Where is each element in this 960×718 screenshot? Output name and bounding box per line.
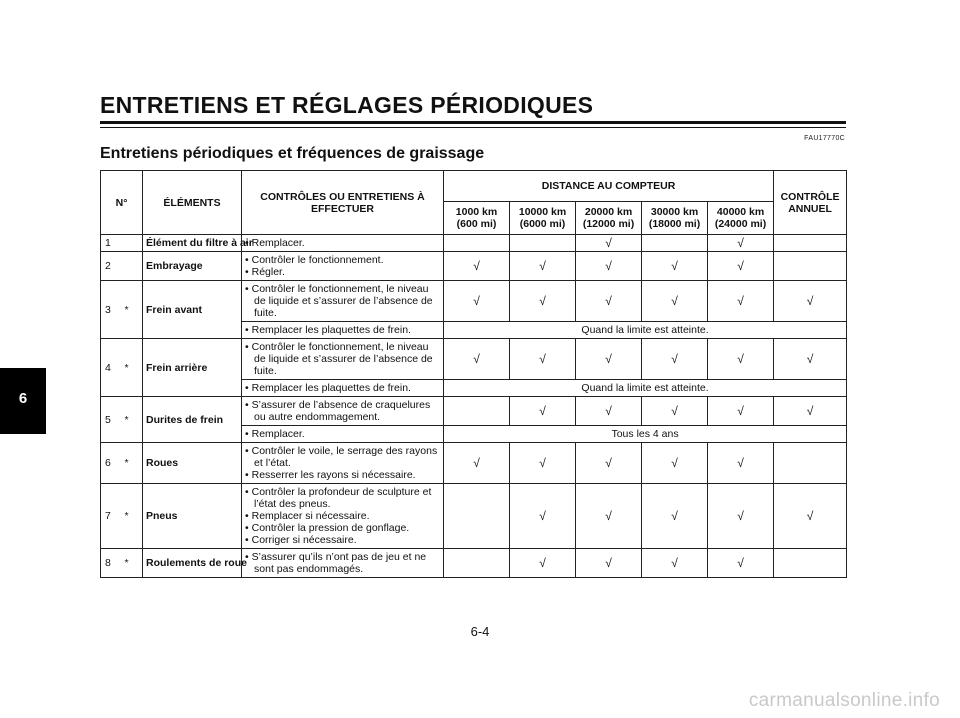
action-line: • Resserrer les rayons si nécessaire. — [245, 469, 416, 481]
action-line: • Contrôler le fonctionnement, le niveau de liquide et s’assurer de l’absence de fuite. — [245, 341, 433, 377]
table-row — [101, 443, 847, 484]
header-rule-thick — [100, 121, 846, 124]
row-actions — [242, 252, 444, 281]
check-mark: √ — [576, 443, 642, 484]
check-mark: √ — [642, 339, 708, 380]
header-km-5: 40000 km (24000 mi) — [708, 202, 774, 235]
row-number: 6 — [101, 443, 125, 484]
check-mark: √ — [510, 397, 576, 426]
check-mark: √ — [576, 281, 642, 322]
table-row — [101, 397, 847, 426]
row-actions — [242, 549, 444, 578]
check-mark: √ — [576, 484, 642, 549]
watermark: carmanualsonline.info — [748, 690, 940, 711]
action-line: • Remplacer les plaquettes de frein. — [245, 324, 411, 336]
action-line: • Remplacer les plaquettes de frein. — [245, 382, 411, 394]
row-item: Frein avant — [143, 281, 242, 339]
row-item: Roues — [143, 443, 242, 484]
header-km-3: 20000 km (12000 mi) — [576, 202, 642, 235]
check-mark: √ — [774, 397, 847, 426]
row-actions — [242, 484, 444, 549]
check-mark: √ — [774, 339, 847, 380]
action-line: • Corriger si nécessaire. — [245, 534, 357, 546]
row-item: Élément du filtre à air — [143, 235, 242, 252]
check-mark: √ — [576, 397, 642, 426]
action-line: • Contrôler le fonctionnement. — [245, 254, 384, 266]
row-number: 2 — [101, 252, 125, 281]
check-mark: √ — [642, 281, 708, 322]
row-actions — [242, 281, 444, 322]
table-row — [101, 235, 847, 252]
check-mark: √ — [444, 252, 510, 281]
header-rule-thin — [100, 127, 846, 128]
table-row — [101, 549, 847, 578]
row-star — [125, 252, 143, 281]
header-km-1: 1000 km (600 mi) — [444, 202, 510, 235]
table-body — [101, 235, 847, 578]
check-mark: √ — [708, 252, 774, 281]
check-mark: √ — [774, 281, 847, 322]
check-mark — [444, 397, 510, 426]
row-item: Embrayage — [143, 252, 242, 281]
row-star: * — [125, 484, 143, 549]
check-mark — [444, 549, 510, 578]
check-mark: √ — [708, 235, 774, 252]
row-star — [125, 235, 143, 252]
row-note: Quand la limite est atteinte. — [444, 380, 847, 397]
header-km-2: 10000 km (6000 mi) — [510, 202, 576, 235]
header-actions: CONTRÔLES OU ENTRETIENS À EFFECTUER — [242, 171, 444, 235]
header-km-4: 30000 km (18000 mi) — [642, 202, 708, 235]
check-mark — [444, 235, 510, 252]
check-mark: √ — [444, 339, 510, 380]
check-mark: √ — [708, 443, 774, 484]
action-line: • Contrôler le fonctionnement, le niveau de liquide et s’assurer de l’absence de fuite. — [245, 283, 433, 319]
section-title: Entretiens périodiques et fréquences de graissage — [100, 145, 485, 162]
row-sub-actions — [242, 322, 444, 339]
chapter-tab-number: 6 — [18, 390, 28, 407]
check-mark: √ — [708, 339, 774, 380]
check-mark: √ — [642, 549, 708, 578]
header-distance: DISTANCE AU COMPTEUR — [444, 171, 774, 202]
check-mark: √ — [708, 397, 774, 426]
check-mark: √ — [444, 281, 510, 322]
check-mark: √ — [642, 443, 708, 484]
page-number: 6-4 — [470, 624, 490, 639]
check-mark: √ — [708, 281, 774, 322]
row-star: * — [125, 549, 143, 578]
check-mark: √ — [576, 549, 642, 578]
row-item: Roulements de roue — [143, 549, 242, 578]
check-mark: √ — [510, 484, 576, 549]
row-actions — [242, 443, 444, 484]
row-item: Frein arrière — [143, 339, 242, 397]
check-mark: √ — [708, 484, 774, 549]
row-star: * — [125, 443, 143, 484]
row-actions — [242, 235, 444, 252]
header-annual: CONTRÔLE ANNUEL — [774, 171, 847, 235]
action-line: • S’assurer qu’ils n’ont pas de jeu et ne sont pas endommagés. — [245, 551, 427, 575]
check-mark: √ — [642, 397, 708, 426]
row-sub-actions — [242, 426, 444, 443]
action-line: • Régler. — [245, 266, 285, 278]
table-row — [101, 484, 847, 549]
check-mark: √ — [510, 339, 576, 380]
header-no: N° — [101, 171, 143, 235]
header-items: ÉLÉMENTS — [143, 171, 242, 235]
maintenance-table — [100, 170, 847, 578]
action-line: • Contrôler le voile, le serrage des rayons et l’état. — [245, 445, 438, 469]
row-number: 5 — [101, 397, 125, 443]
check-mark: √ — [510, 443, 576, 484]
check-mark — [510, 235, 576, 252]
check-mark: √ — [642, 252, 708, 281]
row-number: 7 — [101, 484, 125, 549]
action-line: • Contrôler la pression de gonflage. — [245, 522, 410, 534]
row-item: Pneus — [143, 484, 242, 549]
row-actions — [242, 397, 444, 426]
action-line: • Remplacer si nécessaire. — [245, 510, 370, 522]
check-mark: √ — [444, 443, 510, 484]
check-mark — [774, 549, 847, 578]
check-mark: √ — [576, 235, 642, 252]
check-mark — [444, 484, 510, 549]
row-note: Tous les 4 ans — [444, 426, 847, 443]
chapter-tab[interactable] — [0, 368, 46, 434]
check-mark: √ — [510, 252, 576, 281]
row-star: * — [125, 339, 143, 397]
table-row — [101, 252, 847, 281]
page-header-title: ENTRETIENS ET RÉGLAGES PÉRIODIQUES — [100, 92, 594, 118]
row-number: 1 — [101, 235, 125, 252]
table-row — [101, 281, 847, 322]
action-line: • S’assurer de l’absence de craquelures ou autre endommagement. — [245, 399, 431, 423]
action-line: • Contrôler la profondeur de sculpture et l’état des pneus. — [245, 486, 432, 510]
row-number: 8 — [101, 549, 125, 578]
row-sub-actions — [242, 380, 444, 397]
check-mark — [774, 235, 847, 252]
row-actions — [242, 339, 444, 380]
check-mark: √ — [708, 549, 774, 578]
row-number: 4 — [101, 339, 125, 397]
table-row — [101, 339, 847, 380]
check-mark: √ — [510, 549, 576, 578]
row-star: * — [125, 281, 143, 339]
check-mark — [774, 252, 847, 281]
check-mark — [774, 443, 847, 484]
check-mark — [642, 235, 708, 252]
check-mark: √ — [642, 484, 708, 549]
maintenance-table-container — [100, 170, 846, 578]
row-note: Quand la limite est atteinte. — [444, 322, 847, 339]
row-number: 3 — [101, 281, 125, 339]
check-mark: √ — [510, 281, 576, 322]
check-mark: √ — [774, 484, 847, 549]
action-line: • Remplacer. — [245, 237, 305, 249]
row-star: * — [125, 397, 143, 443]
row-item: Durites de frein — [143, 397, 242, 443]
check-mark: √ — [576, 339, 642, 380]
check-mark: √ — [576, 252, 642, 281]
document-code: FAU17770C — [804, 135, 845, 142]
action-line: • Remplacer. — [245, 428, 305, 440]
